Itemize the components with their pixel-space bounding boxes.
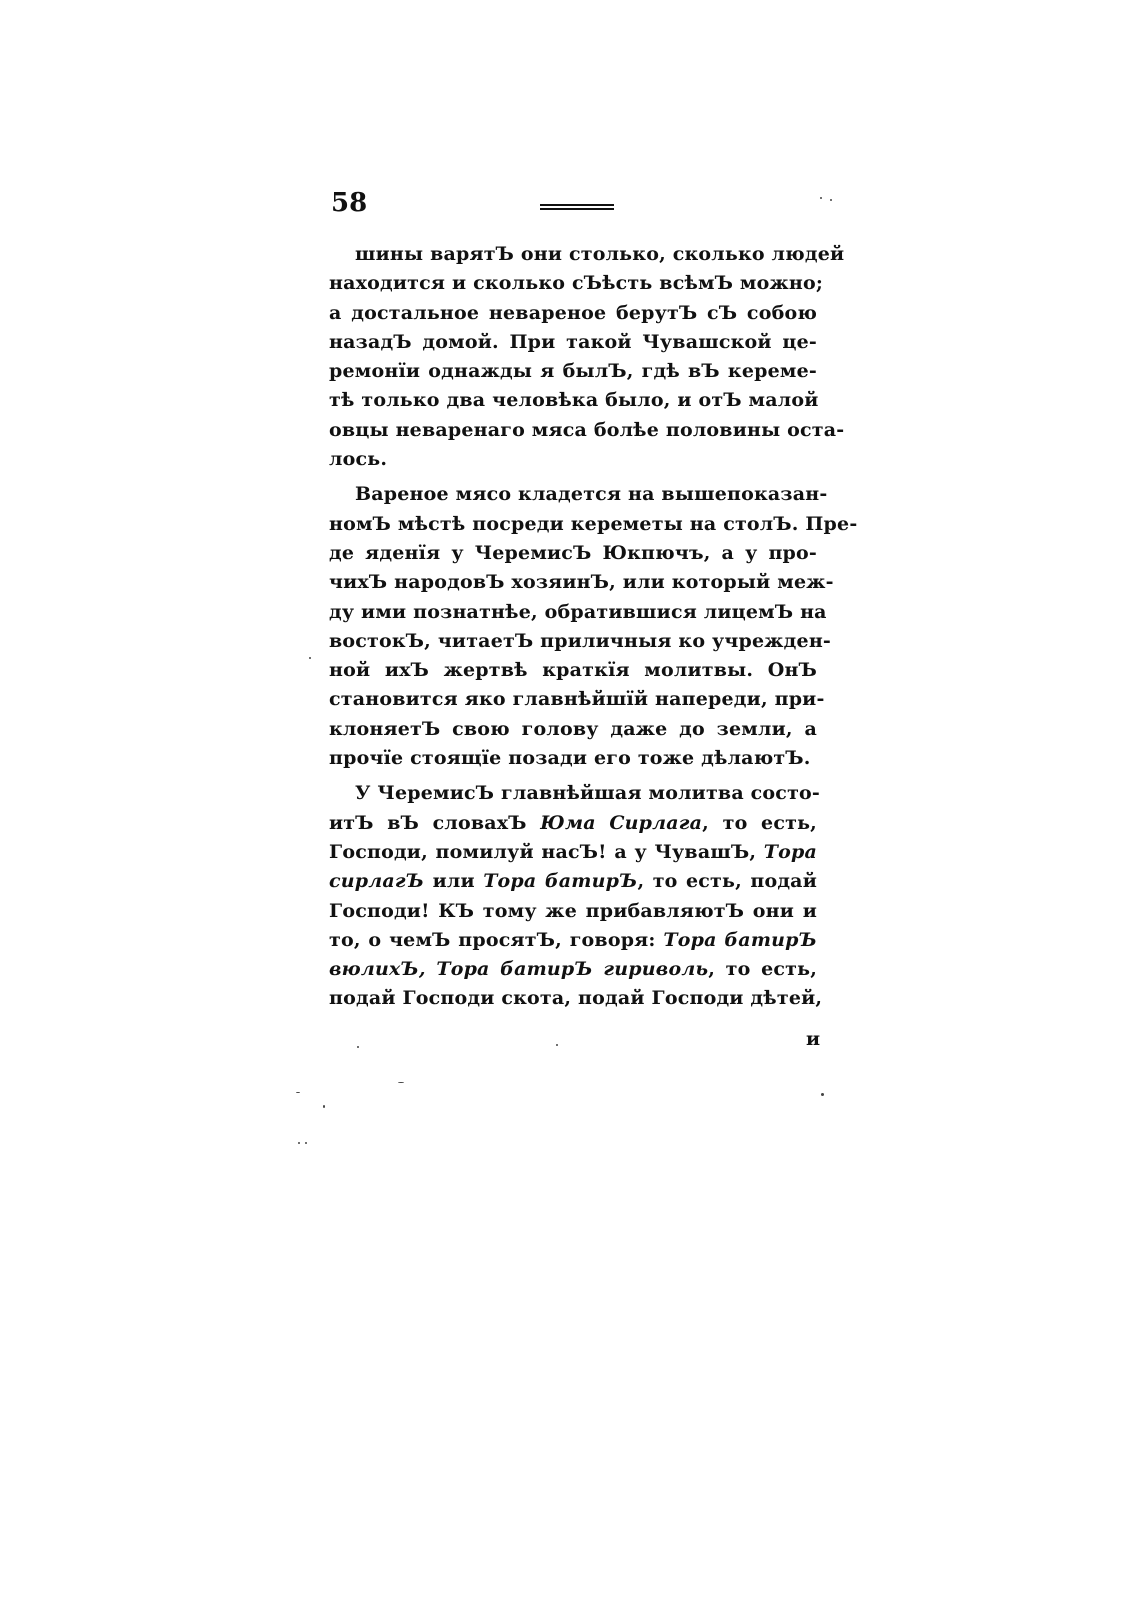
text-segment: клоняетЪ свою голову даже до земли, а [329,717,817,740]
text-line [329,480,828,509]
italic-phrase: вюлихЪ, Тора батирЪ гириволь [329,958,709,981]
text-segment: , то есть, [702,811,817,834]
text-line [329,926,817,955]
text-segment: а достальное невареное берутЪ сЪ собою [329,301,817,324]
text-line [329,510,858,539]
text-line [329,955,817,984]
italic-phrase: Тора батирЪ [663,928,817,951]
text-line [329,867,817,896]
text-line [329,897,817,926]
text-line [329,357,817,386]
catchword: и [806,1028,821,1050]
text-line [329,445,817,474]
text-line [329,598,827,627]
text-line [329,779,820,808]
scan-speck [298,1142,300,1144]
text-segment: подай Господи скота, подай Господи дѣтей, [329,987,823,1010]
text-line [329,539,817,568]
text-segment: ду ими познатнѣе, обратившися лицемЪ на [329,600,827,623]
text-line [329,984,823,1013]
scan-speck [323,1105,325,1108]
text-segment: ремонїи однажды я былЪ, гдѣ вЪ кереме- [329,360,817,383]
text-line [329,416,845,445]
scan-speck [305,1142,307,1144]
text-segment: Господи, помилуй насЪ! а у ЧувашЪ, [329,840,764,863]
paragraph-1 [329,240,845,474]
scan-speck [357,1046,359,1048]
scan-speck [820,197,822,199]
italic-phrase: Тора [763,840,817,863]
scan-speck [830,199,832,201]
text-segment: то, о чемЪ просятЪ, говоря: [329,928,664,951]
text-segment: тѣ только два человѣка было, и отЪ малой [329,389,819,412]
italic-phrase: Тора батирЪ [483,870,638,893]
paragraph-2 [329,480,858,773]
italic-phrase: сирлагЪ [329,870,425,893]
scan-speck [821,1093,824,1096]
text-segment: востокЪ, читаетЪ приличныя ко учрежден- [329,629,832,652]
text-line [329,269,824,298]
text-segment: находится и сколько сЪѣсть всѣмЪ можно; [329,272,824,295]
text-line [329,328,817,357]
text-line [329,240,845,269]
scan-speck [556,1044,558,1046]
text-segment: У ЧеремисЪ главнѣйшая молитва состо- [355,782,820,805]
header-rule [540,204,614,213]
text-segment: лось. [329,448,388,471]
text-line [329,627,832,656]
text-segment: прочїе стоящїе позади его тоже дѣлаютЪ. [329,747,811,770]
text-segment: становится яко главнѣйшїй напереди, при- [329,688,825,711]
scan-speck [296,1092,300,1093]
scan-speck [398,1082,404,1083]
text-segment: итЪ вЪ словахЪ [329,811,541,834]
body-text [329,240,858,1014]
text-segment: Вареное мясо кладется на вышепоказан- [355,483,828,506]
text-line [329,838,817,867]
text-line [329,685,825,714]
page-number: 58 [331,188,368,218]
text-segment: ной ихЪ жертвѣ краткїя молитвы. ОнЪ [329,659,817,682]
text-line [329,386,817,415]
text-line [329,656,817,685]
text-segment: чихЪ народовЪ хозяинЪ, или который меж- [329,571,834,594]
text-line [329,744,817,773]
text-segment: , то есть, подай [637,870,817,893]
text-segment: де яденїя у ЧеремисЪ Юкпючъ, а у про- [329,541,817,564]
text-line [329,809,817,838]
text-segment: номЪ мѣстѣ посреди кереметы на столЪ. Пре- [329,512,858,535]
text-line [329,715,817,744]
text-segment: назадЪ домой. При такой Чувашской це- [329,330,817,353]
text-segment: , то есть, [708,958,818,981]
text-segment: шины варятЪ они столько, сколько людей [355,243,845,265]
text-segment: овцы неваренаго мяса болѣе половины оста- [329,418,845,441]
text-segment: Господи! КЪ тому же прибавляютЪ они и [329,899,817,922]
italic-phrase: Юма Сирлага [540,811,703,834]
scan-speck [309,657,311,659]
paragraph-3 [329,779,823,1013]
text-line [329,299,817,328]
text-line [329,568,834,597]
text-segment: или [424,870,484,893]
